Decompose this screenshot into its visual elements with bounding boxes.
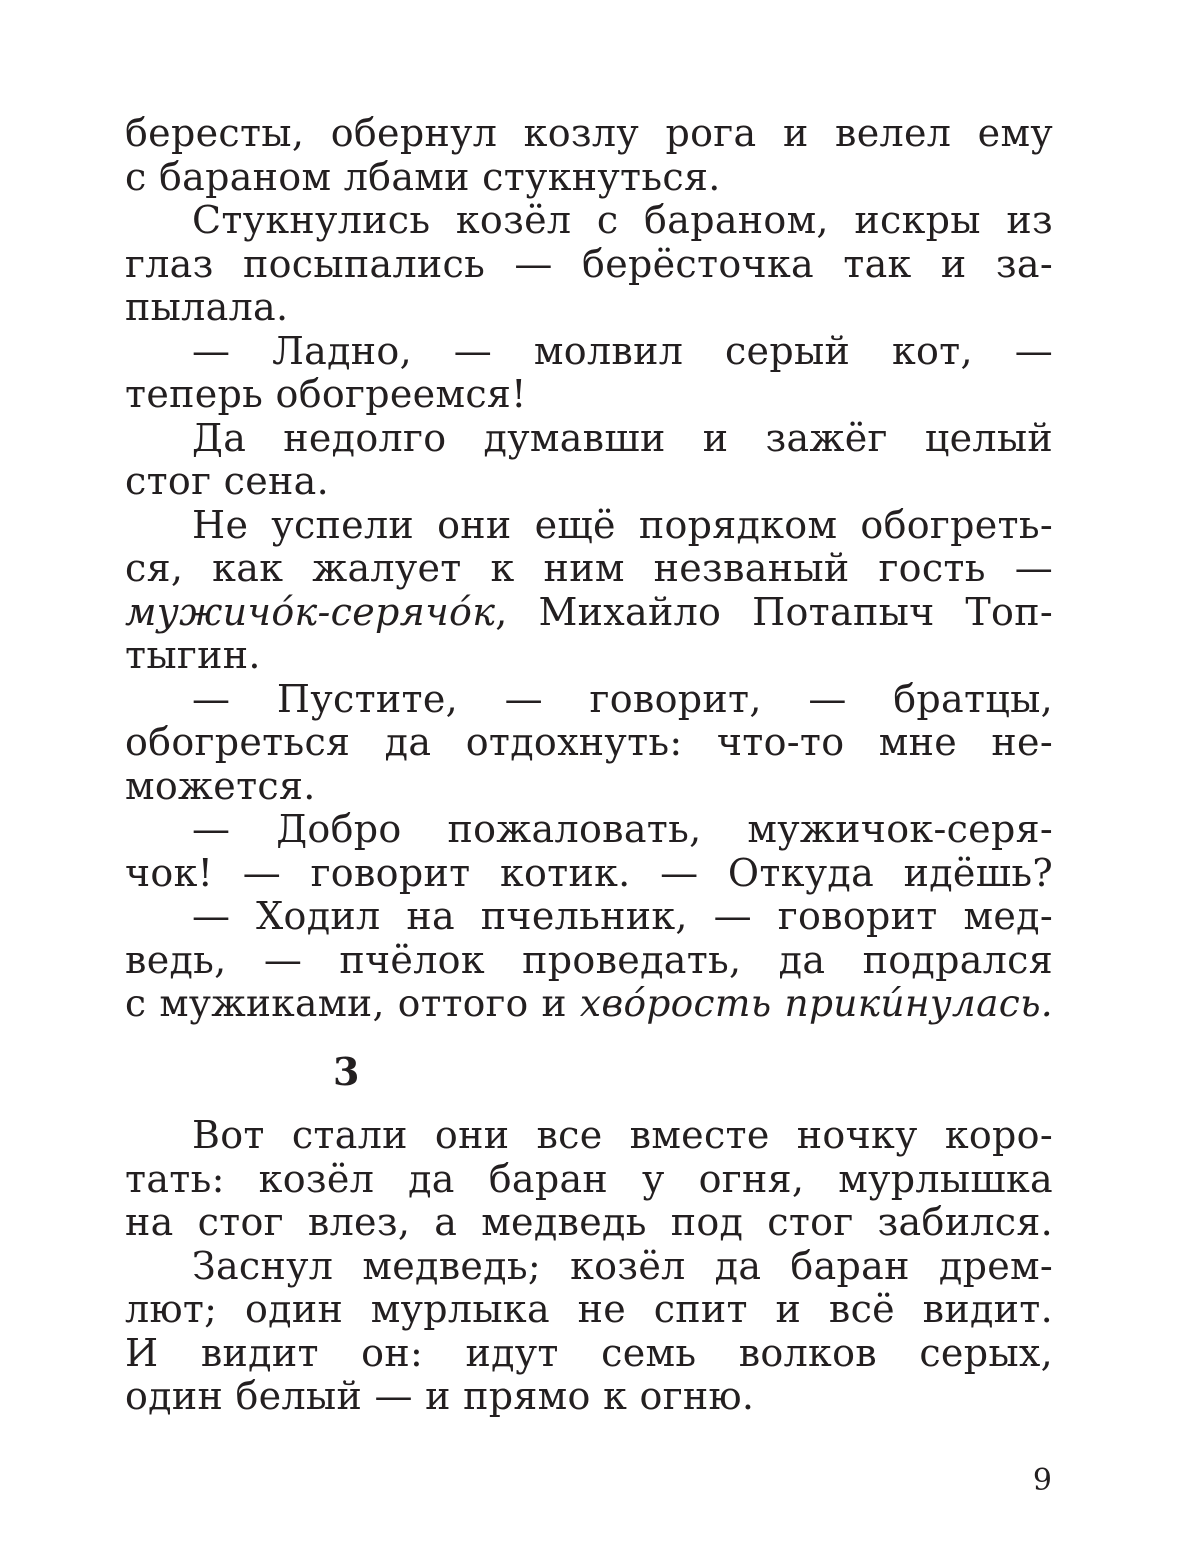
text-line: тать: козёл да баран у огня, мурлышка (125, 1156, 1053, 1201)
text-line (125, 591, 1053, 635)
chapter-number: 3 (333, 1049, 360, 1094)
italic-phrase: мужичо́к-серячо́к (125, 589, 496, 634)
text-line: обогреться да отдохнуть: что-то мне не- (125, 720, 1053, 764)
text-block-part1 (125, 112, 1053, 1026)
text-segment: , Михайло Потапыч Топ- (495, 589, 1053, 634)
text-line: чок! — говорит котик. — Откуда идёшь? (125, 850, 1053, 895)
text-segment: с мужиками, оттого и (125, 981, 580, 1025)
text-line: — Ладно, — молвил серый кот, — (192, 328, 1053, 373)
text-line: Заснул медведь; козёл да баран дрем- (192, 1243, 1053, 1288)
text-line: на стог влез, а медведь под стог забился. (125, 1200, 1053, 1244)
text-line: Вот стали они все вместе ночку коро- (192, 1113, 1053, 1157)
text-line: — Добро пожаловать, мужичок-серя- (192, 807, 1053, 851)
text-line (125, 982, 1053, 1026)
text-line: бересты, обернул козлу рога и велел ему (125, 111, 1053, 155)
text-line: И видит он: идут семь волков серых, (125, 1330, 1053, 1375)
text-line: ведь, — пчёлок проведать, да подрался (125, 937, 1053, 982)
text-line: — Ходил на пчельник, — говорит мед- (192, 894, 1053, 938)
text-line: теперь обогреемся! (125, 372, 527, 416)
text-line: стог сена. (125, 459, 330, 503)
text-line: — Пустите, — говорит, — братцы, (192, 676, 1053, 721)
text-block-part2 (125, 1114, 1053, 1419)
text-line: ся, как жалует к ним незваный гость — (125, 546, 1053, 590)
text-line: Стукнулись козёл с бараном, искры из (192, 198, 1053, 242)
text-line: Да недолго думавши и зажёг целый (192, 415, 1053, 460)
text-line: один белый — и прямо к огню. (125, 1374, 755, 1418)
text-line: тыгин. (125, 633, 261, 677)
text-line: с бараном лбами стукнуться. (125, 154, 721, 199)
text-line: лют; один мурлыка не спит и всё видит. (125, 1287, 1053, 1331)
italic-phrase: хво́рость прики́нулась. (579, 981, 1053, 1025)
text-line: можется. (125, 763, 316, 808)
text-line: Не успели они ещё порядком обогреть- (192, 502, 1053, 547)
text-line: глаз посыпались — берёсточка так и за- (125, 241, 1053, 286)
text-line: пылала. (125, 285, 289, 329)
page-number: 9 (1032, 1463, 1052, 1498)
